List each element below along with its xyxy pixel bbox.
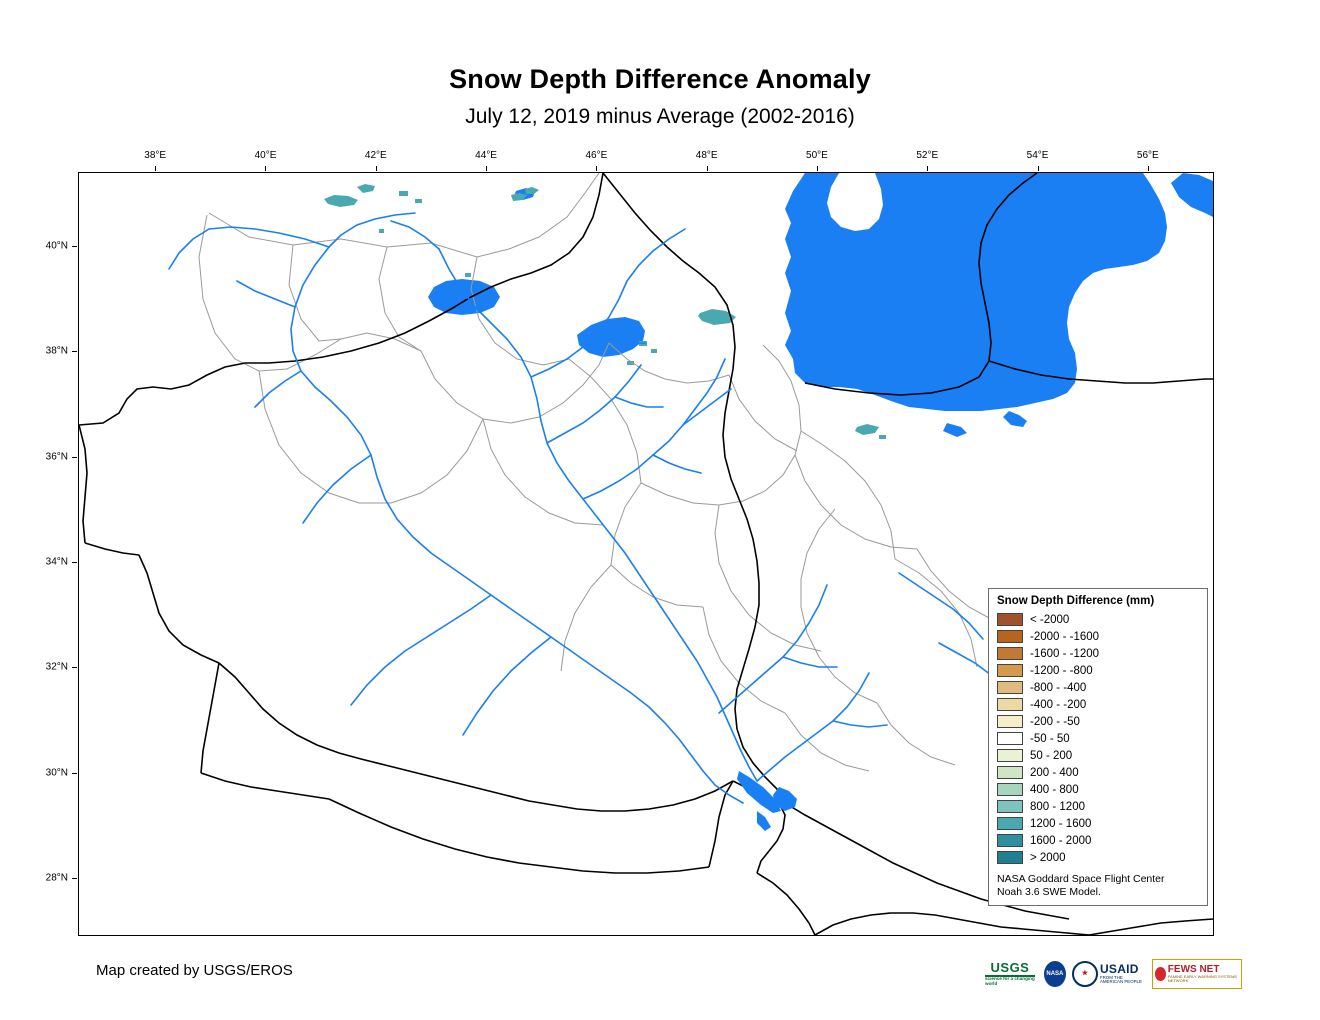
legend-label: -1200 - -800 — [1030, 664, 1093, 677]
legend-swatch — [997, 681, 1023, 694]
agency-logos — [982, 958, 1242, 990]
lat-tick — [72, 878, 77, 879]
nasa-logo: NASA — [1044, 961, 1066, 987]
legend-swatch — [997, 732, 1023, 745]
fewsnet-logo-text: FEWS NET — [1167, 963, 1220, 975]
usaid-logo-tagline: FROM THE AMERICAN PEOPLE — [1099, 974, 1142, 985]
legend-rows — [997, 611, 1199, 866]
fewsnet-logo-text-block — [1168, 965, 1239, 984]
legend-row — [997, 747, 1199, 764]
legend-row — [997, 815, 1199, 832]
fewsnet-globe-icon — [1155, 967, 1166, 981]
legend-swatch — [997, 817, 1023, 830]
usgs-logo-text: USGS — [990, 960, 1030, 975]
lon-label: 40°E — [254, 150, 277, 161]
legend-swatch — [997, 715, 1023, 728]
usgs-logo — [982, 959, 1038, 989]
legend-swatch — [997, 647, 1023, 660]
legend-label: 1600 - 2000 — [1030, 834, 1092, 847]
fewsnet-logo-tagline: FAMINE EARLY WARNING SYSTEMS NETWORK — [1167, 974, 1238, 984]
lat-tick — [72, 457, 77, 458]
legend-row — [997, 798, 1199, 815]
legend-swatch — [997, 630, 1023, 643]
lon-tick — [155, 166, 156, 171]
lat-label: 34°N — [45, 556, 68, 568]
lat-label: 38°N — [45, 345, 68, 357]
legend-swatch — [997, 766, 1023, 779]
lon-label: 44°E — [475, 150, 497, 161]
legend-note — [997, 873, 1199, 899]
lat-tick — [72, 773, 77, 774]
legend-label: 1200 - 1600 — [1030, 817, 1092, 830]
page-subtitle: July 12, 2019 minus Average (2002-2016) — [465, 105, 855, 129]
legend-row — [997, 781, 1199, 798]
lon-tick — [486, 166, 487, 171]
legend-label: -800 - -400 — [1030, 681, 1087, 694]
lat-tick — [72, 667, 77, 668]
lat-tick — [72, 351, 77, 352]
lat-label: 36°N — [45, 451, 68, 463]
legend-swatch — [997, 851, 1023, 864]
lon-tick — [1038, 166, 1039, 171]
usgs-logo-tagline: science for a changing world — [985, 976, 1035, 987]
legend-swatch — [997, 834, 1023, 847]
legend-swatch — [997, 613, 1023, 626]
legend-swatch — [997, 800, 1023, 813]
lon-tick — [376, 166, 377, 171]
lat-tick — [72, 246, 77, 247]
lon-tick — [265, 166, 266, 171]
page-title: Snow Depth Difference Anomaly — [449, 64, 871, 95]
usaid-logo-text: USAID — [1099, 962, 1139, 977]
lon-label: 38°E — [144, 150, 167, 161]
legend-label: < -2000 — [1030, 613, 1070, 626]
legend-label: 400 - 800 — [1030, 783, 1079, 796]
legend-note-line2: Noah 3.6 SWE Model. — [997, 886, 1101, 899]
legend-swatch — [997, 749, 1023, 762]
map-legend — [988, 588, 1208, 906]
lon-label: 50°E — [806, 150, 828, 161]
lon-tick — [707, 166, 708, 171]
legend-label: -200 - -50 — [1030, 715, 1080, 728]
lon-label: 56°E — [1136, 150, 1159, 161]
legend-swatch — [997, 664, 1023, 677]
legend-row — [997, 645, 1199, 662]
legend-row — [997, 679, 1199, 696]
legend-row — [997, 696, 1199, 713]
legend-row — [997, 849, 1199, 866]
legend-row — [997, 764, 1199, 781]
lat-label: 30°N — [45, 767, 68, 779]
usaid-logo — [1072, 961, 1146, 987]
legend-label: -50 - 50 — [1030, 732, 1070, 745]
usaid-seal-icon — [1072, 961, 1098, 987]
legend-label: 50 - 200 — [1030, 749, 1073, 762]
lon-tick — [596, 166, 597, 171]
lat-label: 28°N — [45, 872, 68, 884]
legend-label: 800 - 1200 — [1030, 800, 1085, 813]
lat-label: 32°N — [45, 661, 68, 673]
legend-label: 200 - 400 — [1030, 766, 1079, 779]
fewsnet-logo — [1152, 959, 1242, 989]
lon-label: 42°E — [364, 150, 387, 161]
lat-tick — [72, 562, 77, 563]
legend-swatch — [997, 698, 1023, 711]
usaid-logo-text-block — [1100, 963, 1146, 985]
legend-note-line1: NASA Goddard Space Flight Center — [997, 873, 1165, 885]
lon-label: 48°E — [695, 150, 718, 161]
legend-label: -2000 - -1600 — [1030, 630, 1100, 643]
legend-label: > 2000 — [1030, 851, 1066, 864]
lon-label: 54°E — [1026, 150, 1049, 161]
usaid-seal-glyph: ★ — [1072, 961, 1098, 987]
map-credit: Map created by USGS/EROS — [96, 962, 293, 979]
legend-row — [997, 662, 1199, 679]
legend-row — [997, 713, 1199, 730]
lon-tick — [927, 166, 928, 171]
legend-row — [997, 611, 1199, 628]
lon-tick — [817, 166, 818, 171]
legend-row — [997, 832, 1199, 849]
lon-tick — [1148, 166, 1149, 171]
legend-row — [997, 628, 1199, 645]
legend-row — [997, 730, 1199, 747]
lat-label: 40°N — [45, 240, 68, 252]
legend-label: -400 - -200 — [1030, 698, 1087, 711]
lon-label: 52°E — [916, 150, 939, 161]
legend-title: Snow Depth Difference (mm) — [997, 595, 1155, 607]
legend-swatch — [997, 783, 1023, 796]
lon-label: 46°E — [585, 150, 608, 161]
legend-label: -1600 - -1200 — [1030, 647, 1100, 660]
